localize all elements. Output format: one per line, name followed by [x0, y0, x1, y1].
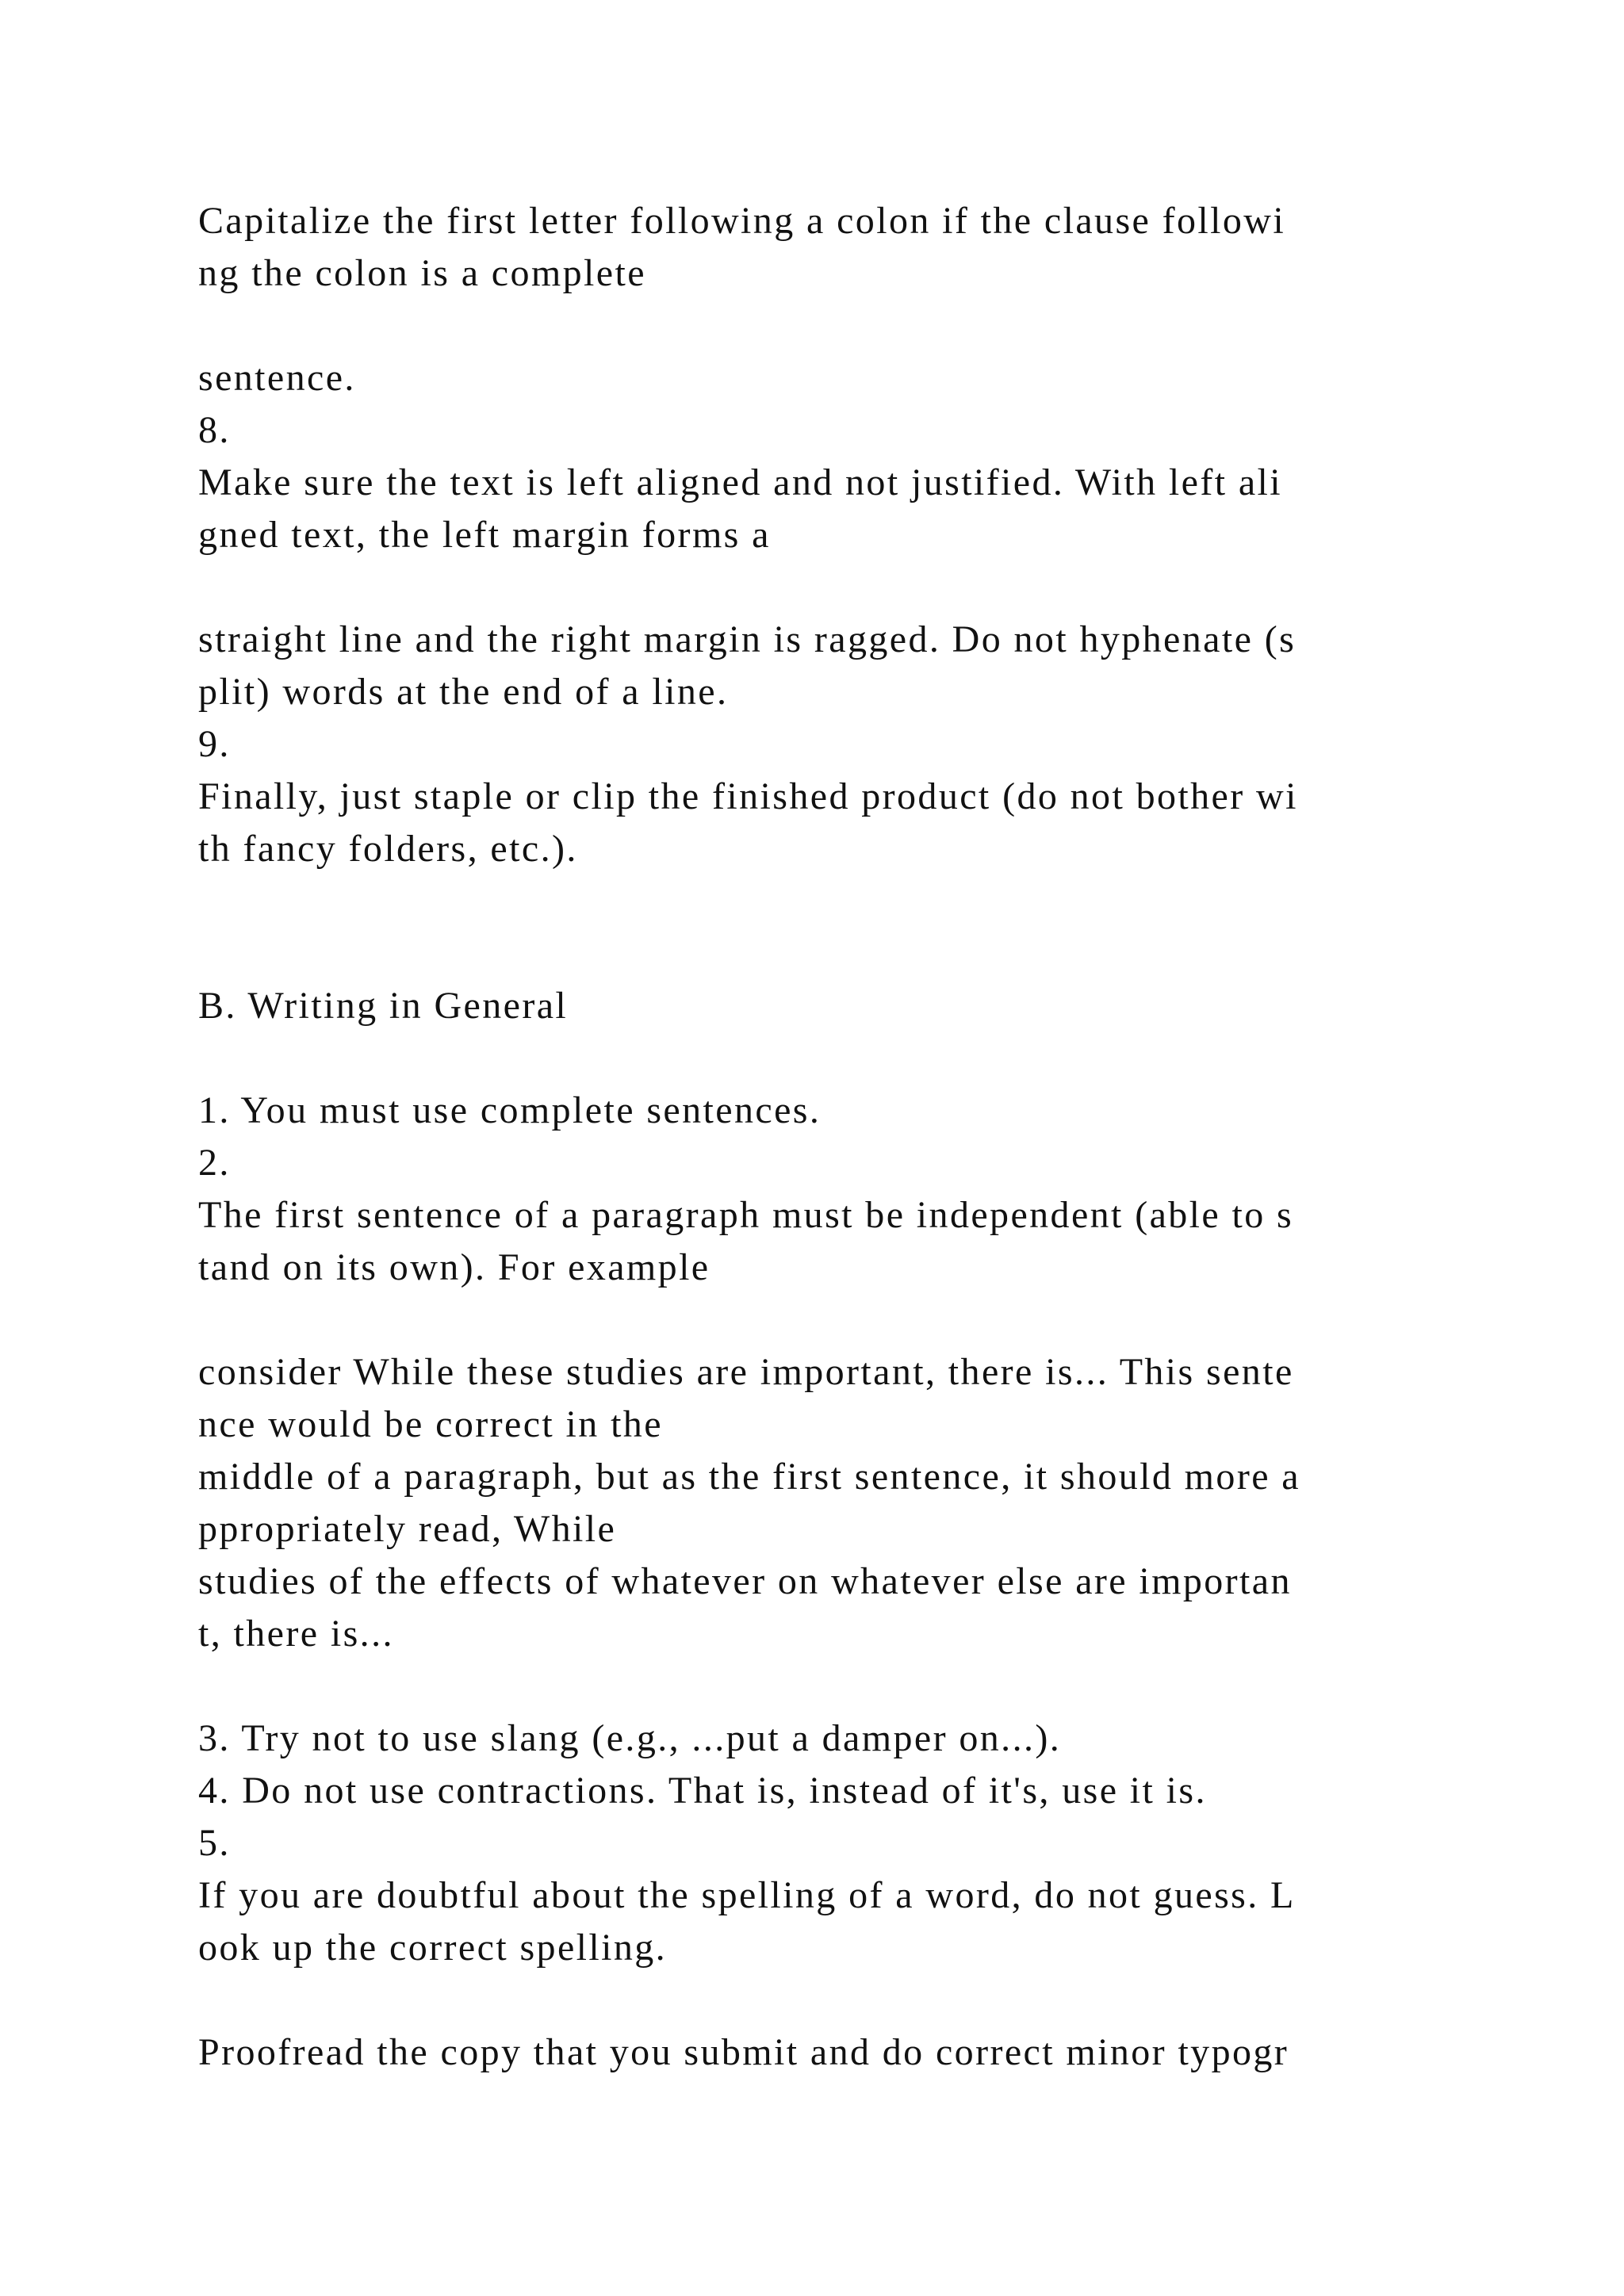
text-line: studies of the effects of whatever on whatever else are importan — [198, 1560, 1292, 1602]
text-line: Finally, just staple or clip the finished product (do not bother wi — [198, 775, 1298, 817]
text-line: ng the colon is a complete — [198, 252, 646, 294]
text-line: ppropriately read, While — [198, 1508, 617, 1550]
text-line: consider While these studies are important, there is... This sente — [198, 1351, 1294, 1393]
text-line: middle of a paragraph, but as the first sentence, it should more a — [198, 1456, 1301, 1498]
text-line: 1. You must use complete sentences. — [198, 1089, 822, 1131]
text-line: 3. Try not to use slang (e.g., ...put a damper on...). — [198, 1717, 1062, 1759]
text-line: straight line and the right margin is ragged. Do not hyphenate (s — [198, 618, 1297, 660]
text-line: ook up the correct spelling. — [198, 1927, 668, 1969]
text-line: tand on its own). For example — [198, 1246, 710, 1288]
text-line: Make sure the text is left aligned and not justified. With left ali — [198, 461, 1283, 503]
text-line: plit) words at the end of a line. — [198, 671, 729, 713]
text-line: gned text, the left margin forms a — [198, 514, 771, 556]
list-number: 5. — [198, 1822, 231, 1864]
text-line: 4. Do not use contractions. That is, instead of it's, use it is. — [198, 1770, 1207, 1812]
list-number: 2. — [198, 1142, 231, 1184]
text-line: sentence. — [198, 357, 356, 399]
text-line: nce would be correct in the — [198, 1403, 663, 1445]
list-number: 8. — [198, 409, 231, 451]
text-line: The first sentence of a paragraph must be independent (able to s — [198, 1194, 1294, 1236]
text-line: Proofread the copy that you submit and do correct minor typogr — [198, 2031, 1289, 2073]
text-line: t, there is... — [198, 1613, 394, 1655]
text-line: If you are doubtful about the spelling of a word, do not guess. L — [198, 1874, 1296, 1916]
list-number: 9. — [198, 723, 231, 765]
text-line: Capitalize the first letter following a colon if the clause followi — [198, 200, 1286, 242]
section-heading: B. Writing in General — [198, 985, 569, 1027]
text-line: th fancy folders, etc.). — [198, 828, 578, 870]
